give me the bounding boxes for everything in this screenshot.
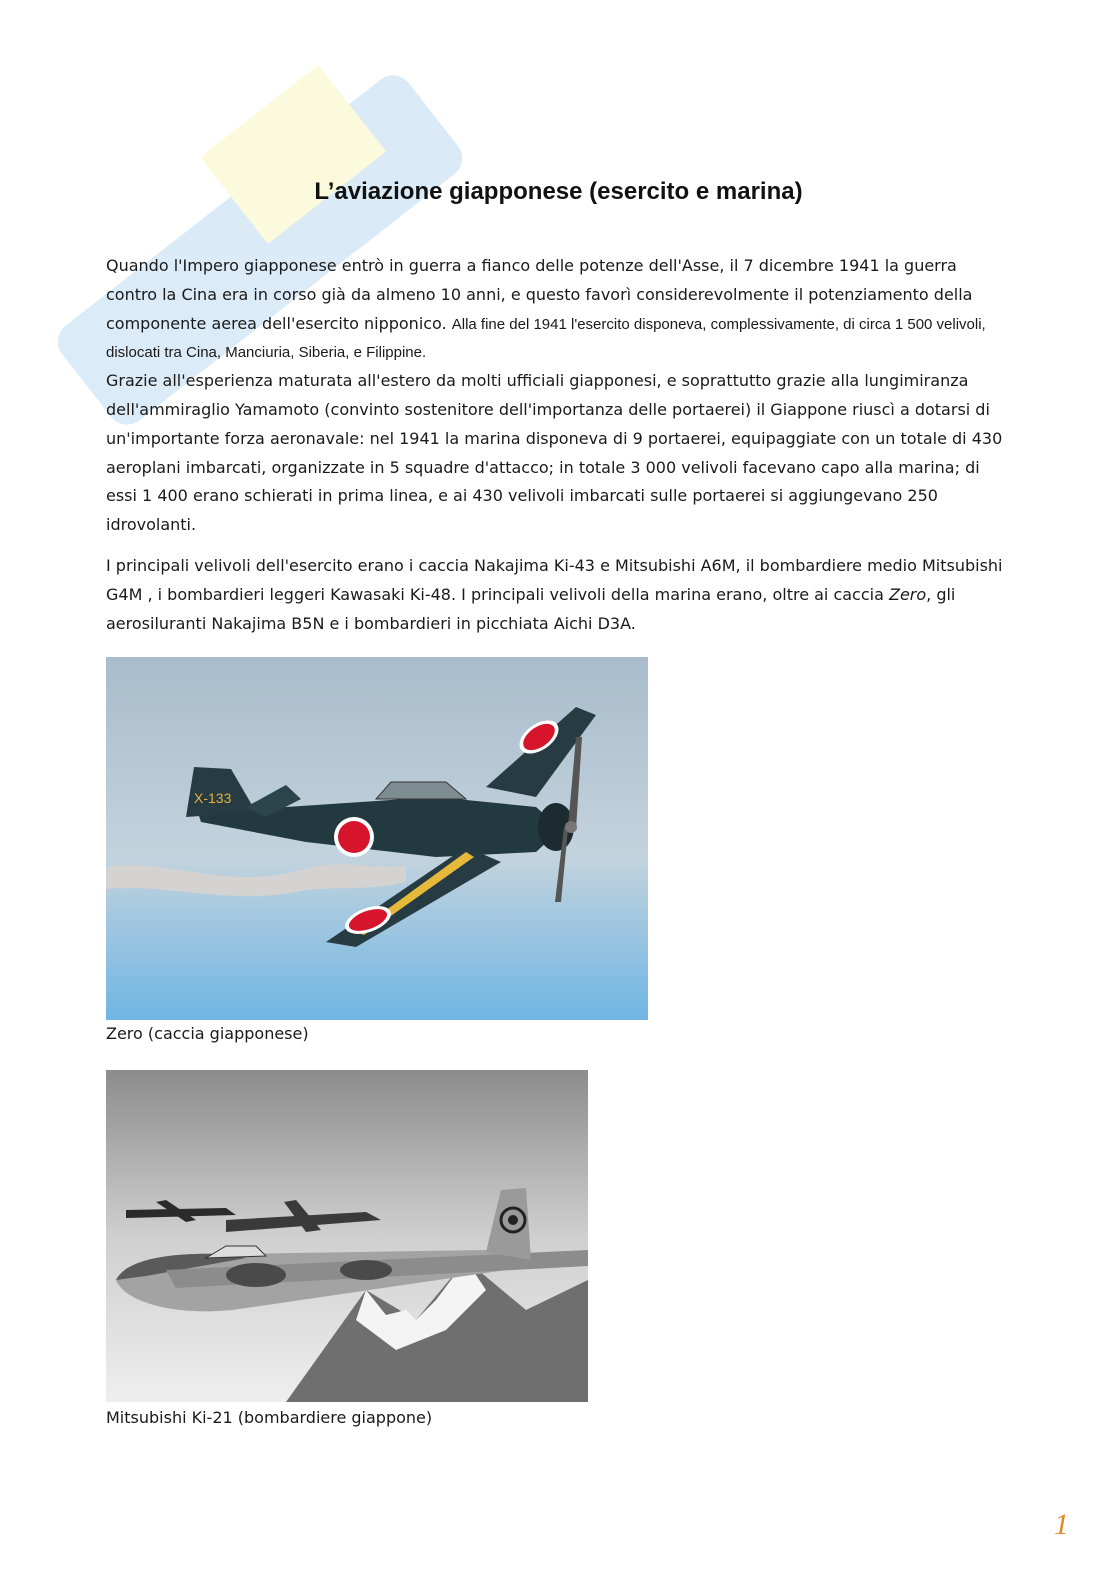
paragraph-aircraft-part-a: I principali velivoli dell'esercito erano i caccia Nakajima Ki-43 e Mitsubishi A6M, il bombardiere medio Mitsubishi G4M , i bombardieri leggeri Kawasaki Ki-48. I principali velivoli della marina erano, oltre ai caccia <box>106 556 1003 604</box>
paragraph-intro-part-c: Grazie all'esperienza maturata all'estero da molti ufficiali giapponesi, e soprattutto grazie alla lungimiranza dell'ammiraglio Yamamoto (convinto sostenitore dell'importanza delle portaerei) il Giappone riuscì a dotarsi di un'importante forza aeronavale: nel 1941 la marina disponeva di 9 portaerei, equipaggiate con un totale di 430 aeroplani imbarcati, organizzate in 5 squadre d'attacco; in totale 3 000 velivoli facevano capo alla marina; di essi 1 400 erano schierati in prima linea, e ai 430 velivoli imbarcati sulle portaerei si aggiungevano 250 idrovolanti. <box>106 371 1003 535</box>
paragraph-aircraft <box>106 552 1006 638</box>
paragraph-intro <box>106 252 1006 540</box>
caption-ki21: Mitsubishi Ki-21 (bombardiere giappone) <box>106 1408 433 1427</box>
paragraph-aircraft-part-b: , gli aerosiluranti Nakajima B5N e i bombardieri in picchiata Aichi D3A. <box>106 584 956 633</box>
paragraph-intro-part-b: Alla fine del 1941 l'esercito disponeva, complessivamente, di circa 1 500 velivoli, dislocati tra Cina, Manciuria, Siberia, e Filippine. <box>106 315 986 362</box>
caption-zero: Zero (caccia giapponese) <box>106 1024 309 1043</box>
ki21-photo <box>106 1070 588 1402</box>
paragraph-intro-part-a: Quando l'Impero giapponese entrò in guerra a fianco delle potenze dell'Asse, il 7 dicembre 1941 la guerra contro la Cina era in corso già da almeno 10 anni, e questo favorì considerevolmente il potenziamento della componente aerea dell'esercito nipponico. <box>106 256 973 333</box>
paragraph-aircraft-italic: Zero <box>888 584 927 604</box>
zero-photo <box>106 657 648 1020</box>
page-number: 1 <box>1054 1508 1069 1541</box>
tail-code: X-133 <box>194 790 232 806</box>
page-title: L’aviazione giapponese (esercito e marina) <box>314 178 803 205</box>
